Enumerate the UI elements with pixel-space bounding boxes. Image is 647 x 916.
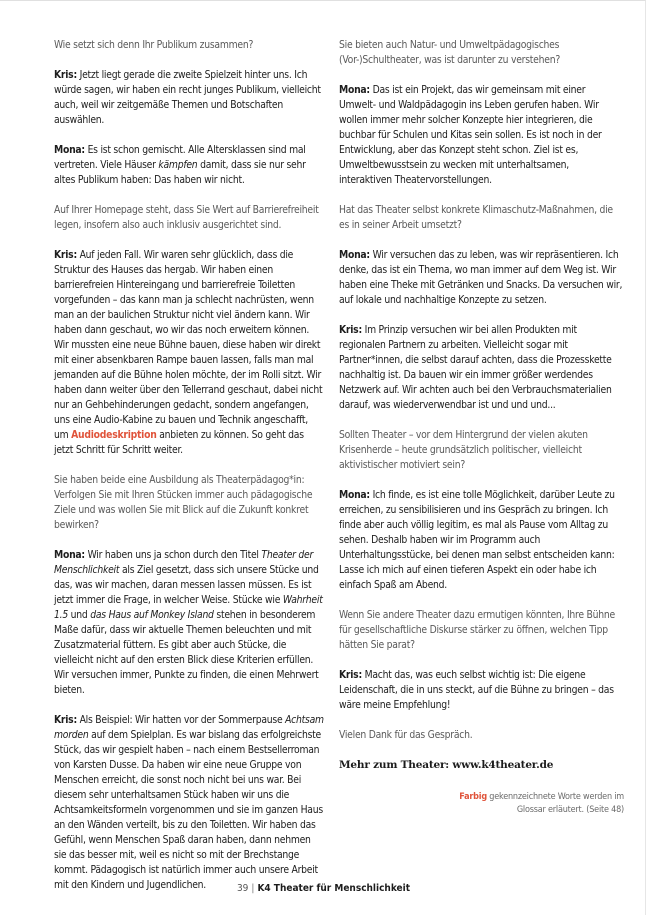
emphasis-text: kämpfen	[158, 159, 198, 171]
emphasis-text: Theater der Menschlichkeit	[54, 549, 314, 576]
interview-answer	[54, 68, 324, 128]
closing-thanks: Vielen Dank für das Gespräch.	[339, 729, 473, 741]
speaker-label: Kris:	[54, 69, 77, 81]
interview-answer	[54, 713, 324, 893]
answer-text: als Ziel gesetzt, dass sich unsere Stücke und das, was wir machen, daran messen lassen müssen. Es ist jetzt immer die Frage, in welcher Weise. Stücke wie	[54, 564, 319, 606]
answer-text: anbieten zu können. So geht das jetzt Schritt für Schritt weiter.	[54, 429, 304, 456]
interview-question: Sollten Theater – vor dem Hintergrund der vielen akuten Krisenherde – heute grundsätzlich politischer, vielleicht aktivistischer motiviert sein?	[339, 429, 588, 471]
interview-question: Auf Ihrer Homepage steht, dass Sie Wert auf Barrierefreiheit legen, insofern also auch inklusiv ausgerichtet sind.	[54, 204, 319, 231]
interview-question: Wie setzt sich denn Ihr Publikum zusammen?	[54, 39, 254, 51]
interview-answer	[339, 248, 624, 308]
answer-text: Im Prinzip versuchen wir bei allen Produkten mit regionalen Partnern zu arbeiten. Vielleicht sogar mit Partner*innen, die selbst darauf achten, dass die Prozesskette nachhaltig ist. Da bauen wir ein immer größer werdendes Netzwerk auf. Wir achten auch bei den Verbrauchsmaterialien darauf, was wiederverwendbar ist und und und...	[339, 324, 612, 411]
speaker-label: Kris:	[54, 249, 77, 261]
interview-answer	[54, 143, 324, 188]
answer-text: Jetzt liegt gerade die zweite Spielzeit hinter uns. Ich würde sagen, wir haben ein recht junges Publikum, vielleicht auch, weil wir zeitgemäße Themen und Botschaften auswählen.	[54, 69, 321, 126]
emphasis-text: das Haus auf Monkey Island	[90, 609, 214, 621]
right-column	[339, 38, 624, 788]
answer-text: Ich finde, es ist eine tolle Möglichkeit, darüber Leute zu erreichen, zu sensibilisieren und ins Gespräch zu bringen. Ich finde aber auch völlig legitim, es mal als Pause vom Alltag zu sehen. Deshalb haben wir im Programm auch Unterhaltungsstücke, bei denen man selbst entscheiden kann: Lasse ich mich auf einen tieferen Aspekt ein oder habe ich einfach Spaß am Abend.	[339, 489, 615, 591]
answer-text: Es ist schon gemischt. Alle Altersklassen sind mal vertreten. Viele Häuser	[54, 144, 306, 171]
interview-question: Sie bieten auch Natur- und Umweltpädagogisches (Vor-)Schultheater, was ist darunter zu verstehen?	[339, 39, 560, 66]
emphasis-text: Achtsam morden	[54, 714, 324, 741]
website-link[interactable]: Mehr zum Theater: www.k4theater.de	[339, 759, 554, 771]
interview-question: Wenn Sie andere Theater dazu ermutigen könnten, Ihre Bühne für gesellschaftliche Diskurse stärker zu öffnen, welchen Tipp hätten Sie parat?	[339, 609, 615, 651]
speaker-label: Mona:	[339, 84, 370, 96]
answer-text: stehen in besonderem Maße dafür, dass wir aktuelle Themen beleuchten und mit Zusatzmaterial füttern. Es gibt aber auch Stücke, die vielleicht nicht auf den ersten Blick diese Kriterien erfüllen. Wir versuchen immer, Punkte zu finden, die einen Mehrwert bieten.	[54, 609, 319, 696]
interview-answer	[54, 248, 324, 458]
speaker-label: Kris:	[339, 669, 362, 681]
answer-text: Das ist ein Projekt, das wir gemeinsam mit einer Umwelt- und Waldpädagogin ins Leben gerufen haben. Wir wollen immer mehr solcher Konzepte hier integrieren, die buchbar für Schulen und Kitas sein sollen. Es ist noch in der Entwicklung, aber das Konzept steht schon. Ziel ist es, Umweltbewusstsein zu wecken mit unterhaltsamen, interaktiven Theatervorstellungen.	[339, 84, 602, 186]
answer-text: auf dem Spielplan. Es war bislang das erfolgreichste Stück, das wir gespielt haben – nach einem Bestsellerroman von Karsten Dusse. Da haben wir eine neue Gruppe von Menschen erreicht, die sonst noch nicht bei uns war. Bei diesem sehr unterhaltsamen Stück haben wir uns die Achtsamkeitsformeln vorgenommen und sie im ganzen Haus an den Wänden verteilt, bis zu den Toiletten. Wir haben das Gefühl, wenn Menschen Spaß daran haben, dann nehmen sie das besser mit, weil es nicht so mit der Brechstange kommt. Pädagogisch ist natürlich immer auch unsere Arbeit mit den Kindern und Jugendlichen.	[54, 729, 323, 891]
speaker-label: Kris:	[54, 714, 77, 726]
page-number: 39	[236, 883, 249, 894]
interview-question: Sie haben beide eine Ausbildung als Theaterpädagog*in: Verfolgen Sie mit Ihren Stücken immer auch pädagogische Ziele und was wollen Sie mit Blick auf die Zukunft konkret bewirken?	[54, 474, 313, 531]
interview-answer	[339, 488, 624, 593]
glossary-text: gekennzeichnete Worte werden im Glossar erläutert. (Seite 48)	[486, 792, 624, 815]
page-footer	[0, 883, 647, 894]
footer-title: K4 Theater für Menschlichkeit	[257, 883, 411, 894]
speaker-label: Kris:	[339, 324, 362, 336]
glossary-term-audiodeskription[interactable]: Audiodeskription	[71, 429, 157, 441]
answer-text: Macht das, was euch selbst wichtig ist: Die eigene Leidenschaft, die in uns steckt, auf die Bühne zu bringen – das wäre meine Empfehlung!	[339, 669, 614, 711]
speaker-label: Mona:	[339, 489, 370, 501]
answer-text: Wir haben uns ja schon durch den Titel	[84, 549, 262, 561]
interview-question: Hat das Theater selbst konkrete Klimaschutz-Maßnahmen, die es in seiner Arbeit umsetzt?	[339, 204, 613, 231]
answer-text: Als Beispiel: Wir hatten vor der Sommerpause	[76, 714, 286, 726]
interview-answer	[339, 668, 624, 713]
footer-separator: |	[251, 883, 255, 894]
speaker-label: Mona:	[339, 249, 370, 261]
answer-text: und	[67, 609, 91, 621]
left-column	[54, 38, 324, 908]
glossary-highlight: Farbig	[459, 792, 487, 802]
answer-text: Wir versuchen das zu leben, was wir repräsentieren. Ich denke, das ist ein Thema, wo man immer auf dem Weg ist. Wir haben eine Theke mit Getränken und Snacks. Da versuchen wir, auf lokale und nachhaltige Konzepte zu setzen.	[339, 249, 623, 306]
interview-answer	[339, 83, 624, 188]
answer-text: Auf jeden Fall. Wir waren sehr glücklich, dass die Struktur des Hauses das hergab. Wir haben einen barrierefreien Hintereingang und barrierefreie Toiletten vorgefunden – das kann man ja schlecht nachrüsten, wenn man an der baulichen Struktur nicht viel ändern kann. Wir haben dann geschaut, wo wir das noch erweitern können. Wir mussten eine neue Bühne bauen, diese haben wir direkt mit einer absenkbaren Rampe bauen lassen, falls man mal jemanden auf die Bühne holen möchte, der im Rolli sitzt. Wir haben dann weiter über den Tellerrand geschaut, dabei nicht nur an Gehbehinderungen gedacht, sondern angefangen, uns eine Audio-Kabine zu bauen und Technik angeschafft, um	[54, 249, 323, 441]
interview-answer	[54, 548, 324, 698]
answer-text: damit, dass sie nur sehr altes Publikum haben: Das haben wir nicht.	[54, 159, 306, 186]
glossary-note	[440, 791, 624, 817]
speaker-label: Mona:	[54, 144, 85, 156]
speaker-label: Mona:	[54, 549, 85, 561]
emphasis-text: Wahrheit 1.5	[54, 594, 323, 621]
interview-answer	[339, 323, 624, 413]
